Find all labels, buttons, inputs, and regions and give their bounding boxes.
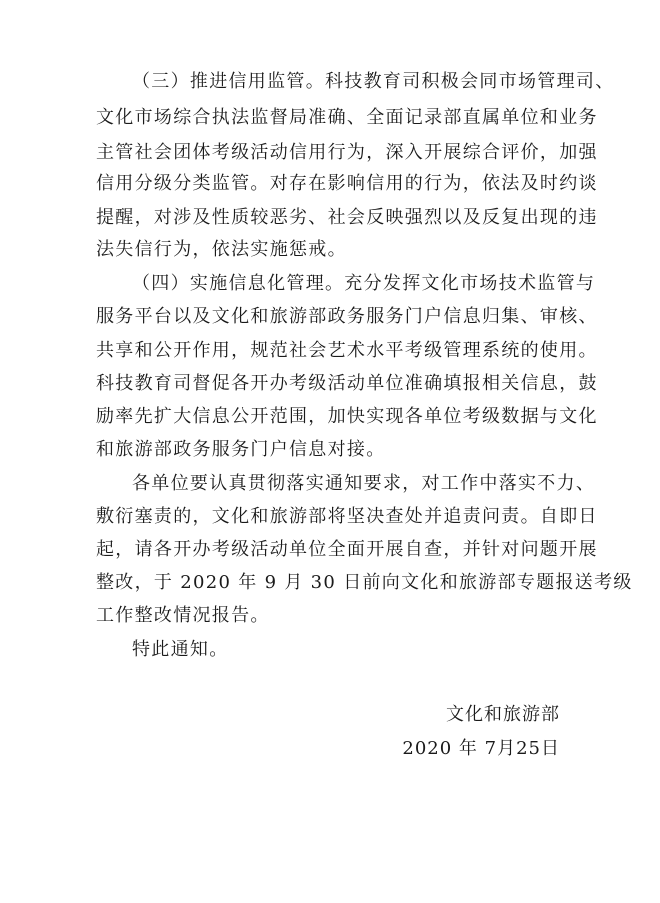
paragraph-2-line-4: 科技教育司督促各开办考级活动单位准确填报相关信息，鼓 (96, 373, 598, 394)
paragraph-2-line-2: 服务平台以及文化和旅游部政务服务门户信息归集、审核、 (96, 306, 598, 327)
paragraph-2-line-6: 和旅游部政务服务门户信息对接。 (96, 439, 386, 460)
paragraph-4-line-1: 特此通知。 (132, 639, 229, 660)
signature-organization: 文化和旅游部 (446, 704, 560, 725)
paragraph-1-line-2: 文化市场综合执法监督局准确、全面记录部直属单位和业务 (96, 107, 598, 128)
paragraph-2-line-5: 励率先扩大信息公开范围，加快实现各单位考级数据与文化 (96, 406, 598, 427)
paragraph-1-line-6: 法失信行为，依法实施惩戒。 (96, 239, 347, 260)
paragraph-3-line-1: 各单位要认真贯彻落实通知要求，对工作中落实不力、 (132, 473, 596, 494)
paragraph-1-line-5: 提醒，对涉及性质较恶劣、社会反映强烈以及反复出现的违 (96, 207, 598, 228)
signature-date: 2020 年 7月25日 (402, 738, 560, 759)
paragraph-1-line-1: （三）推进信用监管。科技教育司积极会同市场管理司、 (132, 71, 615, 92)
paragraph-2-line-1: （四）实施信息化管理。充分发挥文化市场技术监管与 (132, 273, 596, 294)
paragraph-2-line-3: 共享和公开作用，规范社会艺术水平考级管理系统的使用。 (96, 340, 598, 361)
paragraph-3-line-5: 工作整改情况报告。 (96, 605, 270, 626)
paragraph-1-line-3: 主管社会团体考级活动信用行为，深入开展综合评价，加强 (96, 142, 598, 163)
paragraph-1-line-4: 信用分级分类监管。对存在影响信用的行为，依法及时约谈 (96, 173, 598, 194)
paragraph-3-line-2: 敷衍塞责的，文化和旅游部将坚决查处并追责问责。自即日 (96, 506, 598, 527)
paragraph-3-line-4: 整改，于 2020 年 9 月 30 日前向文化和旅游部专题报送考级 (96, 572, 633, 593)
paragraph-3-line-3: 起，请各开办考级活动单位全面开展自查，并针对问题开展 (96, 539, 598, 560)
